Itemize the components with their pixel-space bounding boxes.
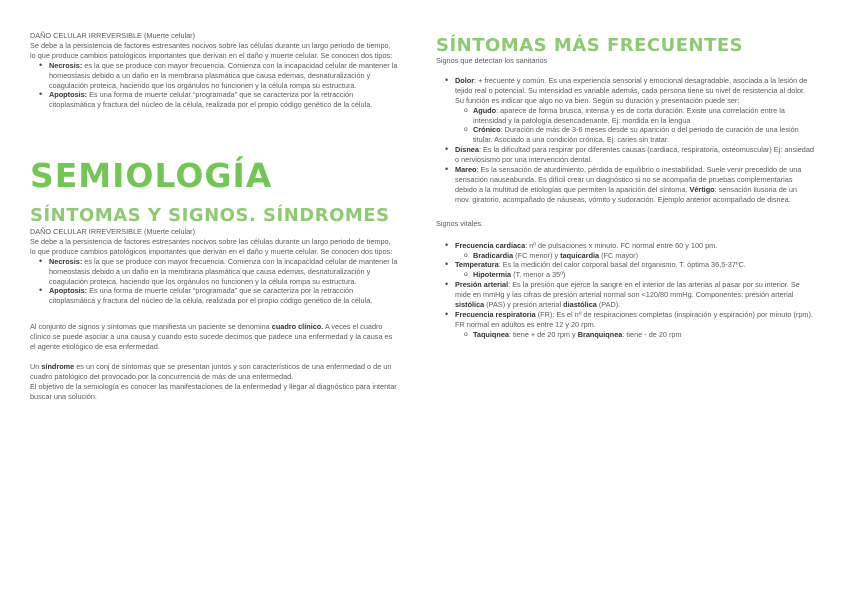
- damage-types-list: [30, 61, 398, 111]
- pain-types-list: [455, 106, 814, 146]
- list-item-mareo: [455, 165, 814, 205]
- text: (PAD).: [596, 300, 621, 310]
- text: (T. menor a 35º): [511, 270, 566, 280]
- clinical-paragraph: [30, 322, 398, 352]
- term: Bradicardia: [473, 250, 514, 260]
- sub-list: [455, 251, 814, 261]
- definition: : + frecuente y común. Es una experiencia sensorial y emocional desagradable, asociada a la lesión de tejido real o potencial. Su intensidad es variable además, cada persona tiene su nivel de resistencia al dolor. Su función es indicar que algo no va bien. Según su duración y presentación puede ser:: [455, 75, 808, 105]
- term: Mareo: [455, 165, 477, 175]
- text: (FC mayor): [599, 250, 639, 260]
- vitals-list: [436, 241, 814, 340]
- definition: : aparece de forma brusca, intensa y es de corta duración. Existe una correlación entre la intensidad y la patología desencadenante. Ej: mordida en la lengua: [473, 105, 785, 125]
- definition: : Duración de más de 3-6 meses desde su aparición o del periodo de curación de una lesión titular. Asociado a una condición crónica. Ej: caries sin tratar.: [473, 125, 799, 145]
- term: Hipotermia: [473, 270, 512, 280]
- definition: : Es la medición del calor corporal basal del organismo. T. óptima 36,5-37ºC.: [498, 260, 746, 270]
- syndrome-paragraph: [30, 362, 398, 382]
- term: Vértigo: [689, 184, 715, 194]
- term: síndrome: [41, 361, 75, 371]
- text: A veces el cuadro clínico se puede asociar a una causa y cuando esto sucede decimos que padece una enfermedad y la causa es el agente etiológico de esa enfermedad.: [30, 322, 393, 352]
- sub-list: [455, 330, 814, 340]
- definition: es la que se produce con mayor frecuencia. Comienza con la incapacidad celular de mantener la homeostasis debido a un daño en la membrana plasmática que causa edemas, desnaturalización y coagulación proteica, haciendo que los orgánulos no funcionen y la célula rompa su estructura.: [49, 60, 398, 90]
- list-item: [473, 125, 814, 145]
- list-item-fr: [455, 310, 814, 340]
- term: Frecuencia respiratoria: [455, 309, 536, 319]
- term: Dolor: [455, 75, 475, 85]
- list-item: [473, 106, 814, 126]
- list-item-fc: [455, 241, 814, 261]
- definition: : Es la sensación de aturdimiento, pérdida de equilibrio o inestabilidad. Suele venir precedido de una sensación nauseabunda. Es difícil crear un diagnóstico si no se acompaña de pruebas complementarias debido a la multitud de etiologías que permiten la aparición del síntoma.: [455, 165, 802, 194]
- text: : tiene - de 20 rpm: [622, 329, 682, 339]
- definition: es la que se produce con mayor frecuencia. Comienza con la incapacidad celular de mantener la homeostasis debido a un daño en la membrana plasmática que causa edemas, desnaturalización y coagulación proteica, haciendo que los orgánulos no funcionen y la célula rompa su estructura.: [49, 256, 398, 286]
- term: Temperatura: [455, 260, 499, 270]
- text: : tiene + de 20 rpm y: [508, 329, 578, 339]
- term: Necrosis:: [49, 60, 83, 70]
- damage-section: [30, 227, 398, 402]
- term: Apoptosis:: [49, 286, 88, 296]
- section-title: SÍNTOMAS Y SIGNOS. SÍNDROMES: [30, 205, 390, 226]
- term: Necrosis:: [49, 256, 83, 266]
- term: Crónico: [473, 125, 501, 135]
- list-item: [49, 286, 398, 306]
- list-item: [49, 257, 398, 287]
- text: (PAS) y presión arterial: [484, 300, 564, 310]
- text: (FC menor) y: [513, 250, 561, 260]
- list-item-temp: [455, 260, 814, 280]
- term: Frecuencia cardiaca: [455, 240, 526, 250]
- symptoms-list: [436, 76, 814, 205]
- list-item: [49, 61, 398, 91]
- page-title: SEMIOLOGÍA: [30, 156, 273, 195]
- damage-section-top: [30, 31, 398, 110]
- term: Branquiqnea: [577, 329, 623, 339]
- term: sistólica: [455, 300, 485, 310]
- definition: Es una forma de muerte celular “programada” que se caracteriza por la retracción citoplasmática y fractura del núcleo de la célula, realizada por el propio código genético de la célula.: [49, 90, 373, 110]
- term: Apoptosis:: [49, 90, 88, 100]
- section-heading: DAÑO CELULAR IRREVERSIBLE (Muerte celular): [30, 31, 196, 40]
- text: Un: [30, 361, 42, 371]
- term: diastólica: [563, 300, 597, 310]
- term: Presión arterial: [455, 280, 509, 290]
- text: es un conj de síntomas que se presentan juntos y son característicos de una enfermedad o de un cuadro patológico det provocado por la concurrencia de más de una enfermedad.: [30, 361, 392, 381]
- damage-types-list: [30, 257, 398, 307]
- term: Agudo: [473, 105, 497, 115]
- text: Al conjunto de signos y síntomas que manifiesta un paciente se denomina: [30, 322, 272, 332]
- list-item: [49, 90, 398, 110]
- term: cuadro clínico.: [271, 322, 324, 332]
- list-item-disnea: [455, 145, 814, 165]
- objective-paragraph: El objetivo de la semiología es conocer las manifestaciones de la enfermedad y llegar al diagnóstico para intentar buscar una solución.: [30, 381, 397, 401]
- definition: Es una forma de muerte celular “programada” que se caracteriza por la retracción citoplasmática y fractura del núcleo de la célula, realizada por el propio código genético de la célula.: [49, 286, 373, 306]
- definition: (FR): Es el nº de respiraciones completas (inspiración y espiración) por minuto (rpm). FR normal en adultos es entre 12 y 20 rpm.: [455, 309, 813, 329]
- paragraph: Se debe a la persistencia de factores estresantes nocivos sobre las células durante un largo periodo de tiempo, lo que produce cambios patológicos importantes que derivan en el daño y muerte celular. Se conocen dos tipos:: [30, 40, 393, 60]
- list-item: [473, 330, 814, 340]
- term: Taquiqnea: [473, 329, 509, 339]
- list-item: [473, 251, 814, 261]
- sub-list: [455, 270, 814, 280]
- term: Disnea: [455, 145, 479, 155]
- definition: : Es la dificultad para respirar por diferentes causas (cardiaca, respiratoria, osteomuscular) Ej: ansiedad o nerviosismo por una intervención dental.: [455, 145, 814, 165]
- symptoms-section: [436, 56, 814, 340]
- definition: : nº de pulsaciones x minuto. FC normal entre 60 y 100 pm.: [525, 240, 718, 250]
- section-heading: DAÑO CELULAR IRREVERSIBLE (Muerte celular): [30, 227, 196, 236]
- definition: : sensación ilusoria de un mov. giratorio, acompañado de náuseas, vómito y sudoración. Ejemplo anterior acompañado de disnea.: [455, 184, 797, 204]
- section-title: SÍNTOMAS MÁS FRECUENTES: [436, 35, 744, 56]
- paragraph: Se debe a la persistencia de factores estresantes nocivos sobre las células durante un largo periodo de tiempo, lo que produce cambios patológicos importantes que derivan en el daño y muerte celular. Se conocen dos tipos:: [30, 236, 393, 256]
- vitals-label: Signos vitales.: [436, 218, 484, 228]
- list-item-dolor: [455, 76, 814, 145]
- list-item-pa: [455, 280, 814, 310]
- subtitle: Signos que detectan los sanitarios: [436, 56, 548, 65]
- term: taquicardia: [560, 250, 600, 260]
- list-item: [473, 270, 814, 280]
- definition: : Es la presión que ejerce la sangre en el interior de las arterias al pasar por su interior. Se mide en mmHg y las cifras de presión arterial normal son <120/80 mmHg. Componentes: presión arterial: [455, 280, 800, 300]
